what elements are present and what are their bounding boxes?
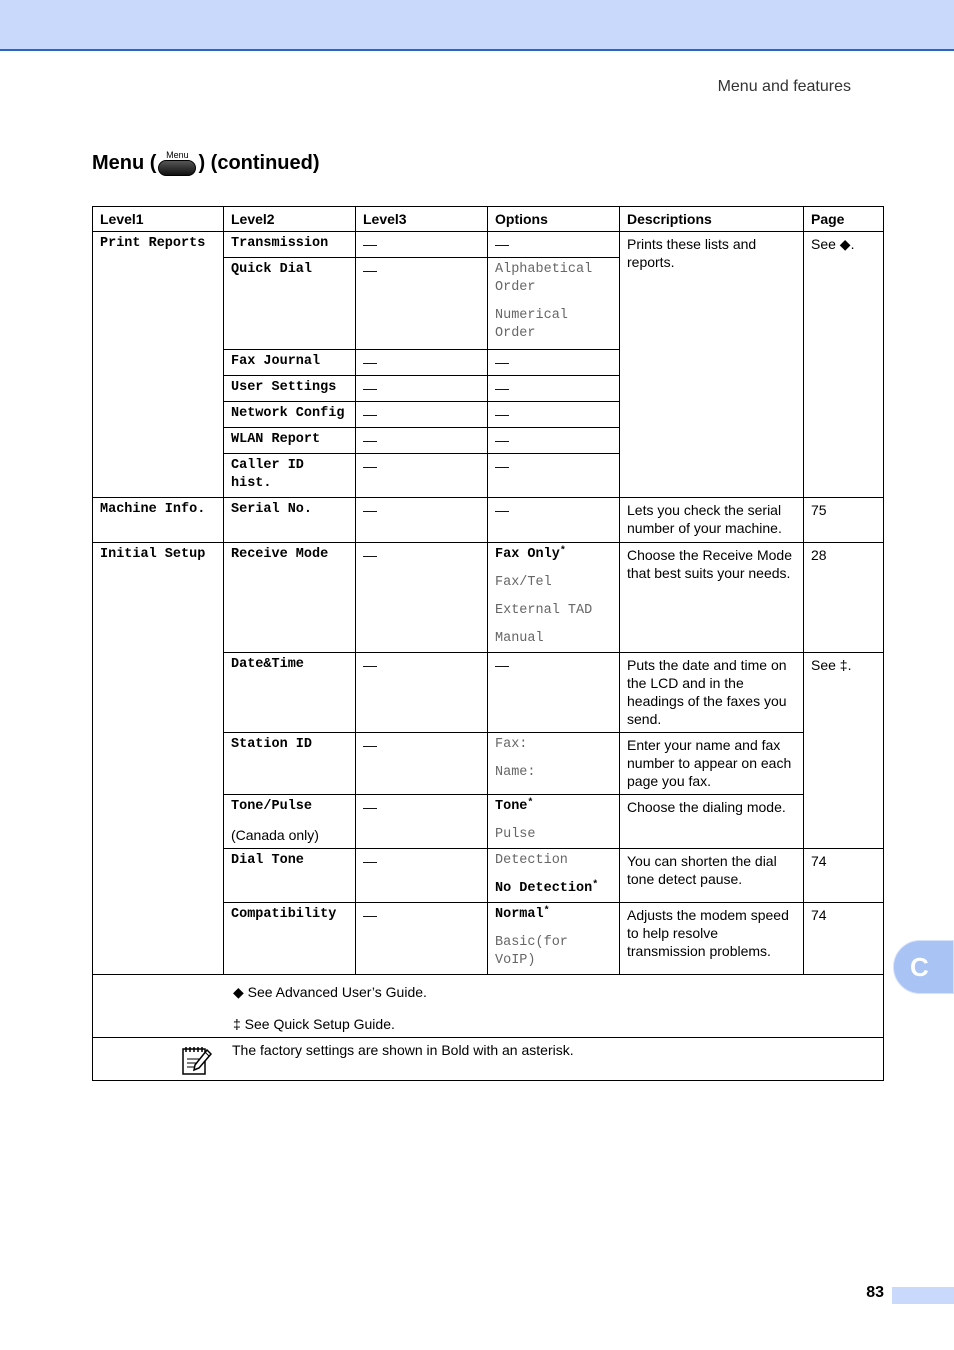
options-cell: — [488,402,620,428]
menu-table [92,206,884,1081]
level2-tone-pulse-cell [224,795,356,849]
option-pulse: Pulse [495,827,536,842]
description-receive-mode: Choose the Receive Mode that best suits your needs. [620,543,804,653]
description-tone-pulse: Choose the dialing mode. [620,795,804,849]
legend-advanced-guide: ◆ See Advanced User’s Guide. [233,984,427,1000]
table-header-row [93,207,884,232]
level2-user-settings: User Settings [224,376,356,402]
level3-cell: — [356,498,488,543]
options-cell [488,543,620,653]
note-cell [93,1038,884,1081]
level1-print-reports: Print Reports [93,232,224,498]
option-alphabetical-order: Alphabetical Order [495,262,593,295]
level2-canada-only-note: (Canada only) [231,827,319,843]
page-compatibility: 74 [804,903,884,975]
options-cell [488,795,620,849]
level2-tone-pulse: Tone/Pulse [231,799,313,814]
option-normal [495,906,612,924]
level3-cell: — [356,849,488,903]
menu-key-icon [158,150,196,176]
level3-cell: — [356,232,488,258]
option-fax-label: Fax: [495,737,528,752]
description-machine-info: Lets you check the serial number of your machine. [620,498,804,543]
level2-compatibility: Compatibility [224,903,356,975]
legend-cell [93,975,884,1038]
level3-cell: — [356,795,488,849]
option-numerical-order: Numerical Order [495,308,568,341]
col-header-descriptions: Descriptions [620,207,804,232]
option-text: Normal [495,907,544,922]
options-cell: — [488,376,620,402]
header-band [0,0,954,51]
level3-cell: — [356,258,488,350]
options-cell: — [488,454,620,498]
level3-cell: — [356,376,488,402]
option-text: Tone [495,799,528,814]
option-text: Fax Only [495,547,560,562]
table-row [93,498,884,543]
level2-dial-tone: Dial Tone [224,849,356,903]
page-print-reports: See ◆. [804,232,884,498]
description-dial-tone: You can shorten the dial tone detect pause. [620,849,804,903]
menu-key-button-shape [158,160,196,176]
options-cell [488,258,620,350]
level3-cell: — [356,428,488,454]
option-detection: Detection [495,853,568,868]
level2-receive-mode: Receive Mode [224,543,356,653]
level2-quick-dial: Quick Dial [224,258,356,350]
options-cell: — [488,232,620,258]
legend-row [93,975,884,1038]
note-row [93,1038,884,1081]
level2-network-config: Network Config [224,402,356,428]
legend-quick-setup-guide: ‡ See Quick Setup Guide. [233,1016,395,1032]
option-name-label: Name: [495,765,536,780]
level3-cell: — [356,543,488,653]
col-header-level1: Level1 [93,207,224,232]
option-no-detection [495,880,612,898]
level2-wlan-report: WLAN Report [224,428,356,454]
options-cell [488,849,620,903]
level2-date-time: Date&Time [224,653,356,733]
option-tone [495,798,612,816]
level2-caller-id-hist: Caller ID hist. [224,454,356,498]
page-dial-tone: 74 [804,849,884,903]
options-cell: — [488,498,620,543]
running-title: Menu and features [717,78,851,95]
level3-cell: — [356,454,488,498]
level2-station-id: Station ID [224,733,356,795]
option-basic-voip: Basic(for VoIP) [495,935,568,968]
level3-cell: — [356,653,488,733]
level3-cell: — [356,903,488,975]
option-external-tad: External TAD [495,603,593,618]
level2-fax-journal: Fax Journal [224,350,356,376]
default-marker: * [527,798,534,809]
note-text: The factory settings are shown in Bold with an asterisk. [232,1042,574,1058]
level3-cell: — [356,733,488,795]
footer-bar [892,1287,954,1304]
title-suffix: ) (continued) [198,151,320,174]
col-header-options: Options [488,207,620,232]
option-text: No Detection [495,881,593,896]
options-cell [488,903,620,975]
page-receive-mode: 28 [804,543,884,653]
options-cell: — [488,653,620,733]
options-cell: — [488,428,620,454]
description-date-time: Puts the date and time on the LCD and in the headings of the faxes you send. [620,653,804,733]
description-compatibility: Adjusts the modem speed to help resolve transmission problems. [620,903,804,975]
page-machine-info: 75 [804,498,884,543]
options-cell [488,733,620,795]
description-print-reports: Prints these lists and reports. [620,232,804,498]
page-number: 83 [866,1284,884,1301]
level1-machine-info: Machine Info. [93,498,224,543]
option-fax-only [495,546,612,564]
level2-transmission: Transmission [224,232,356,258]
default-marker: * [559,546,566,557]
table-row [93,232,884,258]
options-cell: — [488,350,620,376]
section-title [92,150,320,176]
default-marker: * [592,880,599,891]
title-prefix: Menu ( [92,151,157,174]
level1-initial-setup: Initial Setup [93,543,224,975]
chapter-tab[interactable] [893,940,954,994]
col-header-level3: Level3 [356,207,488,232]
level3-cell: — [356,402,488,428]
option-fax-tel: Fax/Tel [495,575,552,590]
level2-serial-no: Serial No. [224,498,356,543]
page-date-time: See ‡. [804,653,884,849]
description-station-id: Enter your name and fax number to appear on each page you fax. [620,733,804,795]
col-header-page: Page [804,207,884,232]
col-header-level2: Level2 [224,207,356,232]
default-marker: * [543,906,550,917]
option-manual: Manual [495,631,544,646]
note-pencil-icon [181,1044,213,1076]
table-row [93,543,884,653]
level3-cell: — [356,350,488,376]
menu-key-label: Menu [166,150,189,160]
chapter-tab-letter: C [910,951,929,982]
